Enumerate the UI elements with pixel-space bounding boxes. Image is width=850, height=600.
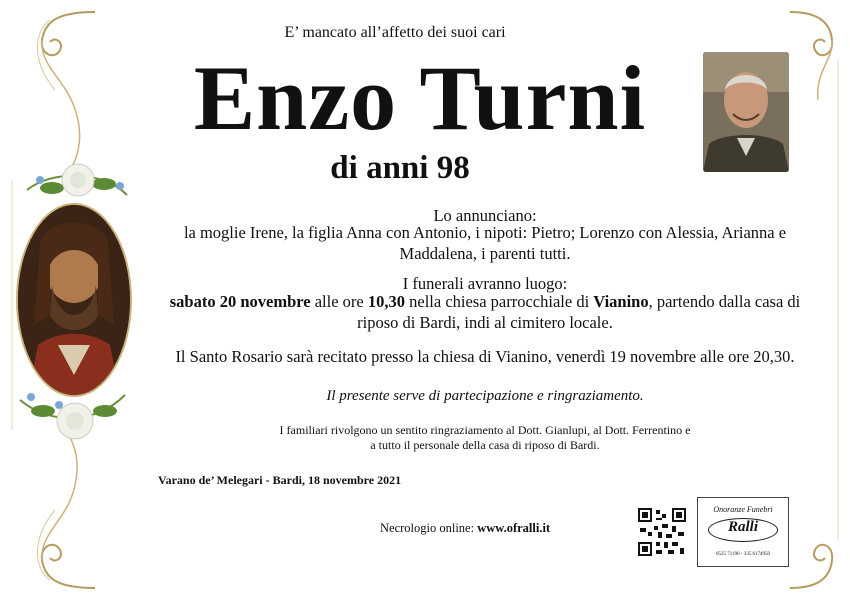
religious-image-jesus <box>18 205 130 395</box>
flower-decoration <box>15 375 130 450</box>
rosary-line: Il Santo Rosario sarà recitato presso la chiesa di Vianino, venerdì 19 novembre alle ore 20,30. <box>175 347 795 366</box>
announcement-heading: Lo annunciano: <box>433 206 537 225</box>
online-url[interactable]: www.ofralli.it <box>477 521 551 535</box>
announcement-family: la moglie Irene, la figlia Anna con Antonio, i nipoti: Pietro; Lorenzo con Alessia, Arianna e Maddalena, i parenti tutti. <box>183 223 787 263</box>
portrait-photo <box>703 52 789 172</box>
thanks-line-1: I familiari rivolgono un sentito ringraziamento al Dott. Gianlupi, al Dott. Ferrentino e <box>279 423 691 437</box>
funeral-heading: I funerali avranno luogo: <box>402 274 568 293</box>
funeral-home-logo <box>697 497 789 567</box>
funeral-time: 10,30 <box>367 292 405 311</box>
logo-brand: Ralli <box>727 519 758 535</box>
thanks-line-2: a tutto il personale della casa di riposo di Bardi. <box>370 438 600 452</box>
online-obituary <box>380 521 590 536</box>
logo-tagline: Onoranze Funebri <box>713 505 773 514</box>
funeral-details <box>160 291 810 333</box>
intro-line: E’ mancato all’affetto dei suoi cari <box>284 24 506 41</box>
qr-code-icon[interactable] <box>638 508 686 556</box>
online-label: Necrologio online: <box>380 521 478 535</box>
funeral-date: sabato 20 novembre <box>169 292 311 311</box>
funeral-place: Vianino <box>593 292 649 311</box>
notice-line: Il presente serve di partecipazione e ringraziamento. <box>326 388 644 404</box>
funeral-text: alle ore <box>310 292 368 311</box>
logo-phones: 0525 71190 - 335 6174950 <box>716 552 770 557</box>
funeral-text: , partendo dalla casa di riposo di Bardi, indi al cimitero locale. <box>357 292 801 332</box>
flower-decoration <box>22 150 132 220</box>
deceased-age: di anni 98 <box>330 150 470 186</box>
funeral-text: nella chiesa parrocchiale di <box>405 292 594 311</box>
deceased-name: Enzo Turni <box>193 47 647 149</box>
place-date: Varano de’ Melegari - Bardi, 18 novembre 2021 <box>158 473 402 487</box>
